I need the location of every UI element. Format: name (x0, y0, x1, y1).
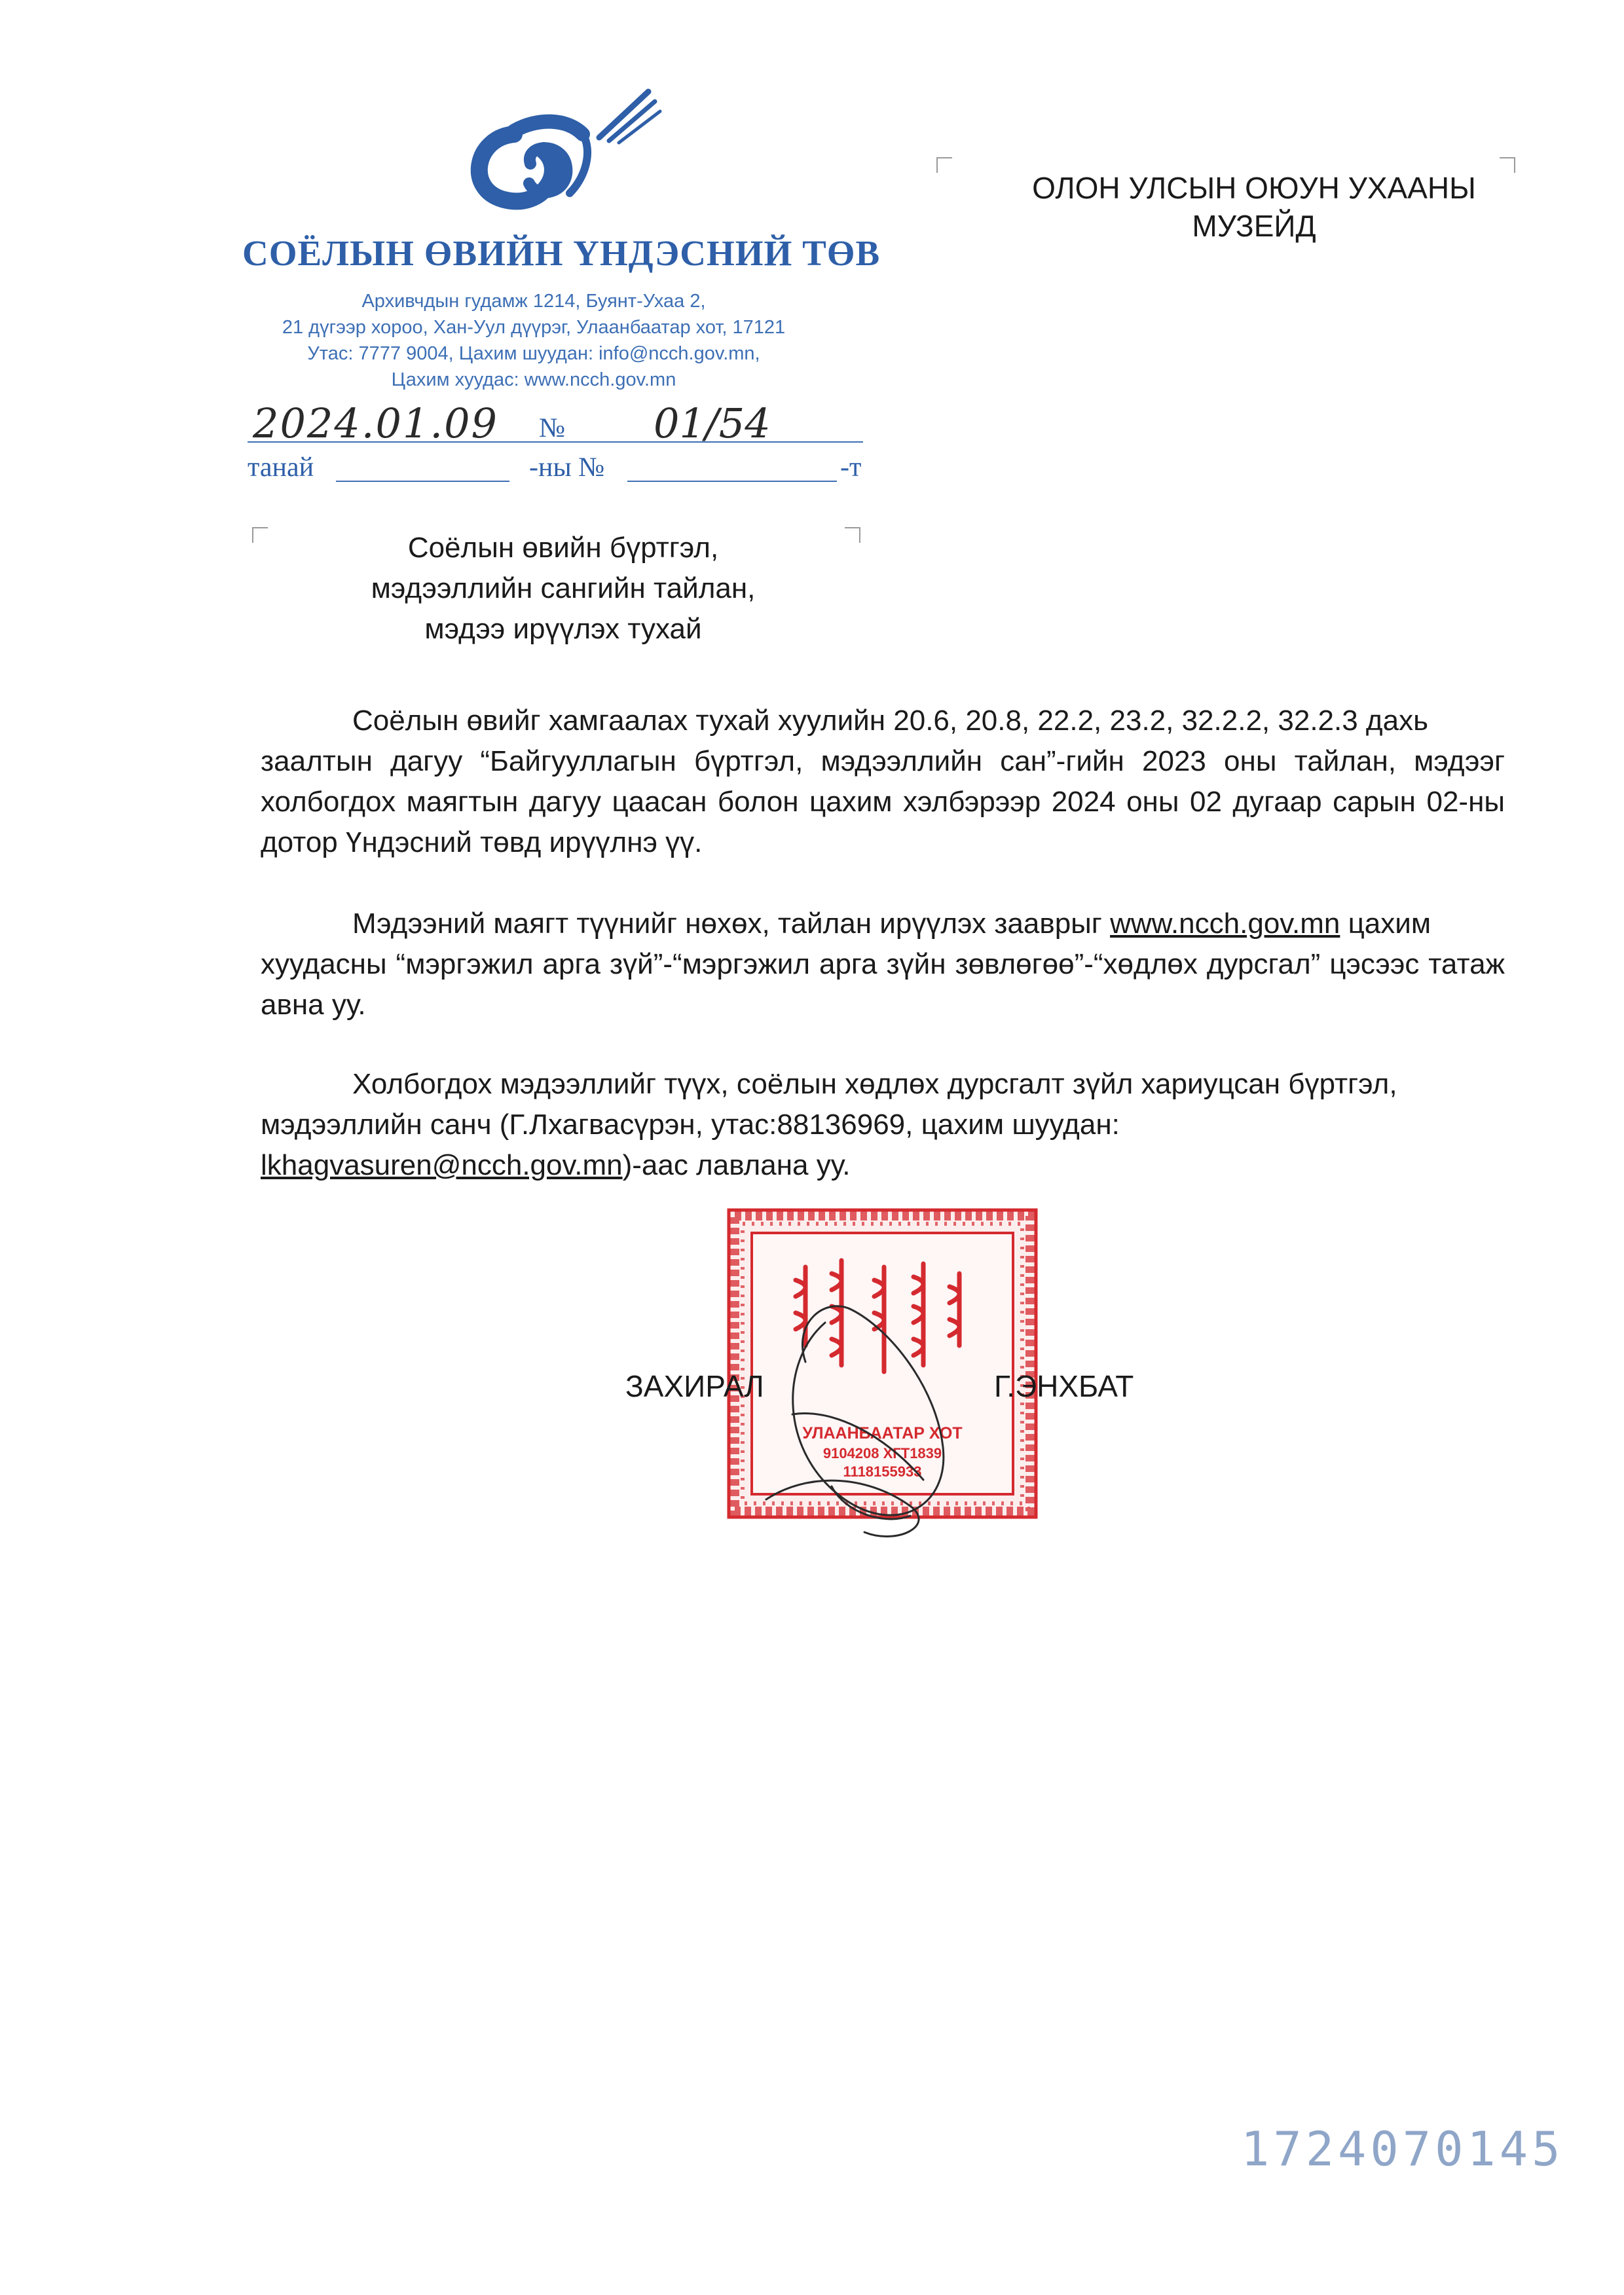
p1-first-line: Соёлын өвийг хамгаалах тухай хуулийн 20.6, 20.8, 22.2, 23.2, 32.2.2, 32.2.3 дахь (352, 705, 1428, 737)
body-paragraph-3 (261, 1064, 1505, 1186)
date-number-row (248, 399, 863, 445)
recipient-block (950, 169, 1559, 245)
number-label: № (539, 413, 566, 443)
p3-second-line: мэдээллийн санч (Г.Лхагвасүрэн, утас:88136969, цахим шуудан: (261, 1109, 1120, 1141)
p2-rest: хуудасны “мэргэжил арга зүй”-“мэргэжил арга зүйн зөвлөгөө”-“хөдлөх дурсгал” цэсээс татаж авна уу. (261, 948, 1505, 1021)
address-line: Утас: 7777 9004, Цахим шуудан: info@ncch.gov.mn, (307, 343, 760, 364)
p2-text: Мэдээний маягт түүнийг нөхөх, тайлан ирүүлэх зааврыг (352, 908, 1111, 940)
yours-date-blank (336, 481, 509, 482)
address-line: 21 дүгээр хороо, Хан-Уул дүүрэг, Улаанбаатар хот, 17121 (282, 317, 786, 338)
ncch-website-link[interactable]: www.ncch.gov.mn (1110, 908, 1340, 940)
yours-end: -т (840, 452, 862, 483)
signatory-name: Г.ЭНХБАТ (994, 1369, 1134, 1403)
ncch-logo (452, 79, 668, 229)
stamp-reg: 1118155933 (843, 1463, 922, 1480)
p3-first-line: Холбогдох мэдээллийг түүх, соёлын хөдлөх дурсгалт зүйл хариуцсан бүртгэл, (352, 1068, 1397, 1100)
recipient-line: ОЛОН УЛСЫН ОЮУН УХААНЫ (1032, 171, 1476, 205)
address-line: Цахим хуудас: www.ncch.gov.mn (391, 369, 676, 390)
subject-block (282, 528, 845, 650)
yours-mid: -ны № (529, 452, 605, 483)
p1-rest: заалтын дагуу “Байгууллагын бүртгэл, мэдээллийн сан”-гийн 2023 оны тайлан, мэдээг холбогдох маягтын дагуу цаасан болон цахим хэлбэрээр 2024 оны 02 дугаар сарын 02-ны дотор Үндэсний төвд ирүүлнэ үү. (261, 745, 1505, 858)
org-name: СОЁЛЫН ӨВИЙН ҮНДЭСНИЙ ТӨВ (242, 233, 881, 273)
yours-row (248, 452, 863, 491)
subject-line: мэдээллийн сангийн тайлан, (371, 572, 756, 604)
stamp-codes: 9104208 ХГТ1839 (822, 1445, 942, 1461)
subject-line: Соёлын өвийн бүртгэл, (407, 532, 719, 564)
subject-corner-right (845, 527, 860, 543)
recipient-line: МУЗЕЙД (1192, 209, 1316, 243)
signatory-title: ЗАХИРАЛ (625, 1369, 764, 1403)
body-paragraph-1 (261, 701, 1505, 863)
handwritten-signature (753, 1283, 1002, 1545)
email-link[interactable]: lkhagvasuren@ncch.gov.mn (261, 1149, 623, 1181)
address-block (206, 288, 861, 393)
handwritten-number: 01/54 (654, 399, 771, 447)
p2-text-after: цахим (1340, 908, 1431, 940)
subject-line: мэдээ ирүүлэх тухай (424, 613, 702, 645)
handwritten-date: 2024.01.09 (253, 399, 498, 447)
body-paragraph-2 (261, 904, 1505, 1025)
p3-end: )-аас лавлана уу. (622, 1149, 851, 1181)
stamp-city: УЛААНБААТАР ХОТ (802, 1424, 963, 1442)
yours-number-blank (627, 481, 837, 482)
address-line: Архивчдын гудамж 1214, Буянт-Ухаа 2, (361, 291, 706, 312)
document-number: 1724070145 (1241, 2121, 1564, 2176)
yours-label: танай (248, 452, 314, 483)
subject-corner-left (252, 527, 268, 543)
